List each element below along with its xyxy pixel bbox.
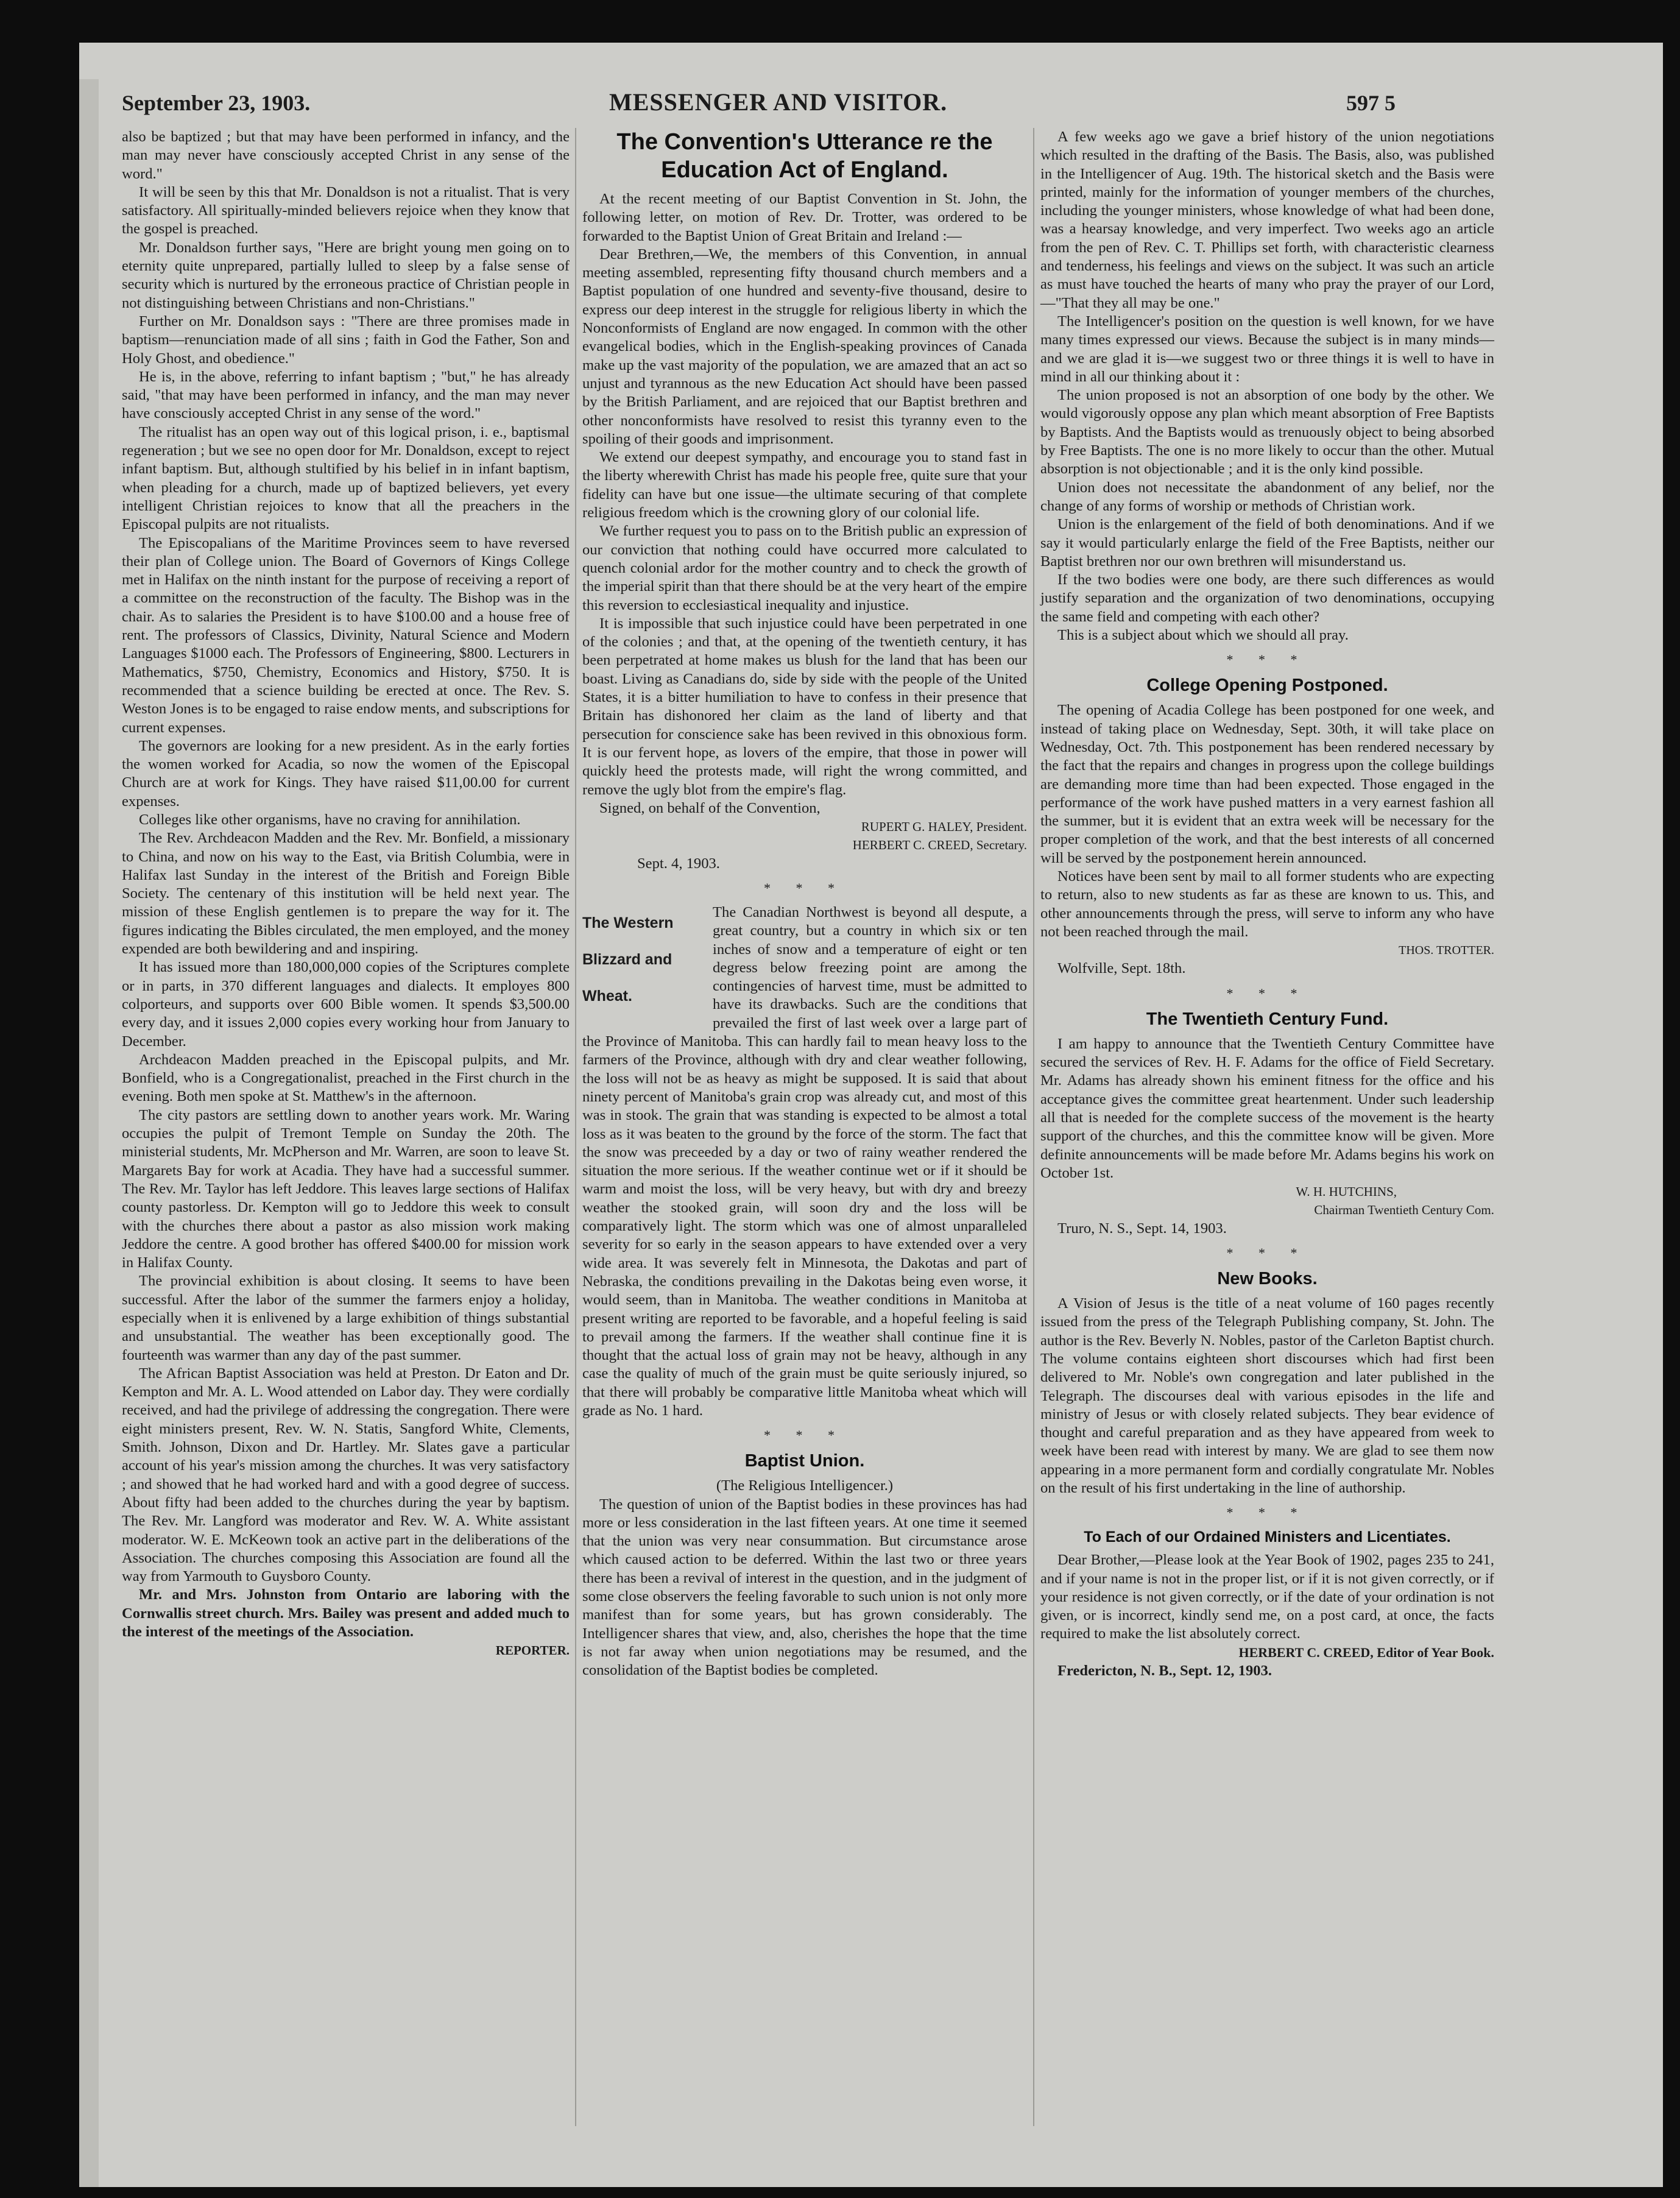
article-paragraph: It has issued more than 180,000,000 copies of the Scriptures complete or in parts, in 370 different languages and dialects. It employes 800 colporteurs, and supports over 600 Bible women. It spends $3,500.00 every day, and it issues 2,000 copies every working hour from January to December. (122, 959, 570, 1050)
section-stars: * * * (764, 880, 845, 896)
article-paragraph: Mr. and Mrs. Johnston from Ontario are laboring with the Cornwallis street church. Mrs. Bailey was present and added much to the interest of the meetings of the Association. (122, 1586, 570, 1641)
issue-date: September 23, 1903. (122, 91, 311, 115)
article-paragraph: Colleges like other organisms, have no craving for annihilation. (139, 811, 521, 828)
books-headline: New Books. (1217, 1269, 1318, 1289)
article-paragraph: It is impossible that such injustice could have been perpetrated in one of the colonies ; and that, at the opening of the twentieth century, it has been perpetrated at home makes us blush for the land that has been our boast. Living as Canadians do, side by side with the people of the United States, it is a bitter humiliation to have to confess in their presence that Britain has dishonored her claim as the land of liberty and that persecution for conscience sake has been revived in this obnoxious form. It is our fervent hope, as lovers of the empire, that those in power will quickly heed the protests made, will right the wrong committed, and remove the ugly blot from the empire's flag. (582, 615, 1027, 798)
article-paragraph: Further on Mr. Donaldson says : "There are three promises made in baptism—renunciation made of all sins ; faith in God the Father, Son and Holy Ghost, and obedience." (122, 313, 570, 367)
article-paragraph: We further request you to pass on to the British public an expression of our conviction that nothing could have occurred more calculated to quench colonial ardor for the mother country and to check the growth of the imperial spirit than that there should be at the very heart of the empire this reversion to ecclesiastical inequality and injustice. (582, 523, 1027, 613)
article-paragraph: At the recent meeting of our Baptist Convention in St. John, the following letter, on motion of Rev. Dr. Trotter, was ordered to be forwarded to the Baptist Union of Great Britain and Ireland :— (582, 191, 1027, 244)
article-paragraph: The Intelligencer's position on the question is well known, for we have many times expressed our views. Because the subject is in many minds—and we are glad it is—we suggest two or three things it is well to have in mind in all our thinking about it : (1040, 313, 1494, 385)
section-stars: * * * (1226, 652, 1308, 668)
article-paragraph: He is, in the above, referring to infant baptism ; "but," he has already said, "that may have been performed in infancy, and the man may never have consciously accepted Christ in any sense of the word." (122, 368, 570, 422)
column-3 (1040, 128, 1494, 1680)
article-paragraph: We extend our deepest sympathy, and encourage you to stand fast in the liberty wherewith Christ has made his people free, quite sure that your fidelity can have but one issue—the ultimate securing of that complete religious freedom which is the crowning glory of our colonial life. (582, 449, 1027, 521)
column-rule-1 (575, 128, 576, 2126)
article-paragraph: Signed, on behalf of the Convention, (599, 799, 821, 816)
college-dateline: Wolfville, Sept. 18th. (1057, 960, 1186, 977)
reporter-signature: REPORTER. (495, 1643, 570, 1658)
article-paragraph: The opening of Acadia College has been postponed for one week, and instead of taking place on Wednesday, Sept. 30th, it will take place on Wednesday, Oct. 7th. This postponement has been rendered necessary by the fact that the repairs and changes in progress upon the college buildings are demanding more time than had been expected. Those engaged in the performance of the work have pushed matters in a very earnest fashion all the summer, but it is evident that an extra week will be necessary for the proper completion of the work, and that the best interests of all concerned will be served by the postponement herein announced. (1040, 702, 1494, 866)
article-paragraph: This is a subject about which we should all pray. (1057, 627, 1349, 644)
article-paragraph: The ritualist has an open way out of this logical prison, i. e., baptismal regeneration ; but we see no open door for Mr. Donaldson, except to reject infant baptism. But, although stultified by his belief in in infant baptism, when pleading for a church, made up of baptized believers, yet every intelligent Christian rejoices to know that all the preachers in the Episcopal pulpits are not ritualists. (122, 423, 570, 533)
fund-dateline: Truro, N. S., Sept. 14, 1903. (1057, 1220, 1227, 1237)
article-paragraph: The governors are looking for a new president. As in the early forties the women worked for Acadia, so now the women of the Episcopal Church are at work for Kings. They have raised $11,00.00 for current expenses. (122, 737, 570, 810)
article-paragraph: Dear Brethren,—We, the members of this Convention, in annual meeting assembled, representing fifty thousand church members and a Baptist population of one hundred and seventy-five thousand, desire to express our deep interest in the struggle for religious liberty in which the Nonconformists of England are now engaged. In common with the other evangelical bodies, which in the English-speaking provinces of Canada make up the vast majority of the population, we are amazed that an act so unjust and tyrannous as the new Education Act should have been passed by the British Parliament, and are rejoiced that our Baptist brethren and other nonconformists have resolved to resist this tyranny even to the spoiling of their goods and imprisonment. (582, 246, 1027, 447)
page-number: 597 5 (1346, 91, 1396, 115)
fund-headline: The Twentieth Century Fund. (1146, 1009, 1389, 1029)
newspaper-page (79, 43, 1663, 2187)
signature-secretary: HERBERT C. CREED, Secretary. (852, 838, 1027, 853)
fund-signature-name: W. H. HUTCHINS, (1296, 1184, 1397, 1200)
baptist-union-headline: Baptist Union. (744, 1451, 865, 1471)
article-paragraph: The Episcopalians of the Maritime Provinces seem to have reversed their plan of College union. The Board of Governors of Kings College met in Halifax on the ninth instant for the purpose of receiving a report of a committee on the reconstruction of the faculty. The Bishop was in the chair. As to salaries the President is to have $100.00 and a house free of rent. The professors of Classics, Divinity, Natural Science and Modern Languages $1000 each. The Professors of Engineering, $800. Lecturers in Mathematics, $750, Chemistry, Economics and History, $750. It is recommended that a science building be erected at once. The Rev. S. Weston Jones is to be engaged to raise endow ments, and subscriptions for current expenses. (122, 534, 570, 736)
section-stars: * * * (764, 1427, 845, 1443)
section-stars: * * * (1226, 1505, 1308, 1521)
article-paragraph: also be baptized ; but that may have been performed in infancy, and the man may never have consciously accepted Christ in any sense of the word." (122, 129, 570, 182)
convention-headline: The Convention's Utterance re the Education Act of England. (616, 129, 993, 183)
fund-signature-title: Chairman Twentieth Century Com. (1314, 1203, 1494, 1218)
article-paragraph: The Rev. Archdeacon Madden and the Rev. Mr. Bonfield, a missionary to China, and now on his way to the East, via British Columbia, were in Halifax last Sunday in the interest of the British and Foreign Bible Society. The centenary of this institution will be held next year. The mission of these English gentlemen is to prepare the way for it. The figures indicating the Bibles circulated, the men employed, and the money expended are both bewildering and and inspiring. (122, 830, 570, 958)
masthead: MESSENGER AND VISITOR. (609, 88, 948, 116)
article-paragraph: Union is the enlargement of the field of both denominations. And if we say it would particularly enlarge the field of the Free Baptists, neither our Baptist brethren nor our own brethren will misunderstand us. (1040, 516, 1494, 570)
article-paragraph: It will be seen by this that Mr. Donaldson is not a ritualist. That is very satisfactory. All spiritually-minded believers rejoice when they know that the gospel is preached. (122, 183, 570, 238)
column-rule-2 (1033, 128, 1034, 2126)
section-stars: * * * (1226, 985, 1308, 1001)
article-paragraph: Dear Brother,—Please look at the Year Book of 1902, pages 235 to 241, and if your name is not in the proper list, or if it is not given correctly, or if your residence is not given correctly, or if the date of your ordination is not given, or is incorrect, kindly send me, on a post card, at once, the facts required to make the list absolutely correct. (1040, 1552, 1494, 1642)
section-stars: * * * (1226, 1245, 1308, 1261)
article-paragraph: Union does not necessitate the abandonment of any belief, nor the change of any forms of worship or methods of Christian work. (1040, 479, 1494, 514)
column-1 (122, 128, 570, 1660)
previous-page-edge (79, 79, 99, 2187)
article-paragraph: Mr. Donaldson further says, "Here are bright young men going on to eternity quite unprepared, partially lulled to sleep by a false sense of security which is nurtured by the erroneous practice of Christian people in not distinguishing between Christians and non-Christians." (122, 239, 570, 311)
blizzard-headline: The Western Blizzard and Wheat. (582, 914, 674, 1005)
article-paragraph: The question of union of the Baptist bodies in these provinces has had more or less consideration in the last fifteen years. At one time it seemed that the union was very near consummation. But circumstance arose which caused action to be deferred. Within the last two or three years there has been a revival of interest in the question, and in the judgment of some close observers the feeling favorable to such union is not only more manifest than for some years, but has grown considerably. The Intelligencer shares that view, and, also, cherishes the hope that the time is not far away when union negotiations may be resumed, and the consolidation of the Baptist bodies be completed. (582, 1496, 1027, 1679)
article-paragraph: The union proposed is not an absorption of one body by the other. We would vigorously oppose any plan which meant absorption of Free Baptists by Baptists. And the Baptists would as trenuously object to being absorbed by Free Baptists. The one is no more likely to occur than the other. Mutual absorption is not objectionable ; and it is the only kind possible. (1040, 387, 1494, 478)
signature-date: Sept. 4, 1903. (637, 855, 720, 872)
ordained-dateline: Fredericton, N. B., Sept. 12, 1903. (1057, 1663, 1272, 1680)
college-signature: THOS. TROTTER. (1399, 944, 1494, 958)
article-paragraph: Archdeacon Madden preached in the Episcopal pulpits, and Mr. Bonfield, who is a Congregationalist, preached in the First church in the evening. Both men spoke at St. Matthew's in the afternoon. (122, 1051, 570, 1105)
signature-president: RUPERT G. HALEY, President. (861, 819, 1027, 835)
college-headline: College Opening Postponed. (1146, 676, 1388, 696)
article-paragraph: If the two bodies were one body, are there such differences as would justify separation and the organization of two denominations, occupying the same field and competing with each other? (1040, 571, 1494, 625)
source-credit: (The Religious Intelligencer.) (716, 1477, 894, 1494)
article-paragraph: The Canadian Northwest is beyond all despute, a great country, but a country in which six or ten inches of snow and a temperature of eight or ten degress below freezing point are among the contingencies of harvest time, must be admitted to have its drawbacks. Such are the conditions that prevailed the first of last week over a large part of the Province of Manitoba. This can hardly fail to mean heavy loss to the farmers of the Province, although with dry and clear weather following, the loss will not be as heavy as might be supposed. It is said that about ninety percent of Manitoba's grain crop was already cut, and most of this was in stook. The grain that was standing is expected to be almost a total loss as it was beaten to the ground by the force of the storm. The fact that the snow was preceeded by a day or two of rainy weather rendered the situation the more serious. If the weather continue wet or if it should be warm and moist the loss, will be very heavy, but with dry and breezy weather the stooked grain, will soon dry and the loss will be comparatively light. The storm which was one of almost unparalleled severity for so early in the season appears to have extended over a very wide area. It was severely felt in Minnesota, the Dakotas and part of Nebraska, the conditions prevailing in the Dakotas being even worse, it would seem, than in Manitoba. The weather conditions in Manitoba at present writing are reported to be favorable, and a hopeful feeling is said to prevail among the farmers. If the weather shall continue fine it is thought that the actual loss of grain may not be heavy, although in any case the quality of much of the grain must be quite seriously injured, so that there will probably be comparative little Manitoba wheat which will grade as No. 1 hard. (582, 903, 1027, 1419)
ordained-signature: HERBERT C. CREED, Editor of Year Book. (1238, 1644, 1494, 1660)
article-paragraph: I am happy to announce that the Twentieth Century Committee have secured the services of Rev. H. F. Adams for the office of Field Secretary. Mr. Adams has already shown his eminent fitness for the office and his acceptance gives the committee great heartenment. Under such leadership all that is needed for the complete success of the movement is the hearty support of the churches, and this the committee know will be given. More definite announcements will be made before Mr. Adams begins his work on October 1st. (1040, 1035, 1494, 1181)
article-paragraph: The city pastors are settling down to another years work. Mr. Waring occupies the pulpit of Tremont Temple on Sunday the 20th. The ministerial students, Mr. McPherson and Mr. Warren, are soon to leave St. Margarets Bay for work at Acadia. They have had a successful summer. The Rev. Mr. Taylor has left Jeddore. This leaves large sections of Halifax county pastorless. Dr. Kempton will go to Jeddore this week to consult with the churches there about a pastor as also mission work making Jeddore the centre. A good brother has offered $400.00 for mission work in Halifax County. (122, 1106, 570, 1271)
article-paragraph: A Vision of Jesus is the title of a neat volume of 160 pages recently issued from the press of the Telegraph Publishing company, St. John. The author is the Rev. Beverly N. Nobles, pastor of the Carleton Baptist church. The volume contains eighteen short discourses which had first been delivered to Mr. Noble's own congregation and later published in the Telegraph. The discourses deal with various episodes in the life and ministry of Jesus or with closely related subjects. They bear evidence of thought and careful preparation and as they have appeared from week to week have been read with interest by many. We are glad to see them now appearing in a more permanent form and cordially congratulate Mr. Nobles on the result of his first undertaking in the line of authorship. (1040, 1295, 1494, 1496)
article-paragraph: Notices have been sent by mail to all former students who are expecting to return, also to new students as far as these are known to us. This, and other announcements through the press, will serve to inform any who have not been reached through the mail. (1040, 868, 1494, 940)
column-2 (582, 128, 1027, 1680)
ordained-headline: To Each of our Ordained Ministers and Licentiates. (1084, 1528, 1451, 1546)
article-paragraph: The African Baptist Association was held at Preston. Dr Eaton and Dr. Kempton and Mr. A. L. Wood attended on Labor day. They were cordially received, and had the privilege of addressing the congregation. There were eight ministers present, Rev. W. N. Statis, Sangford White, Clements, Smith. Johnson, Dixon and Dr. Hartley. Mr. Slates gave a particular account of his year's mission among the churches. It was very satisfactory ; and showed that he had worked hard and with a good degree of success. About fifty had been added to the churches during the year by baptism. The Rev. Mr. Langford was moderator and Rev. W. A. White assistant moderator. W. E. McKeown took an active part in the deliberations of the Association. The churches composing this Association are found all the way from Yarmouth to Guysboro County. (122, 1365, 570, 1585)
article-paragraph: A few weeks ago we gave a brief history of the union negotiations which resulted in the drafting of the Basis. The Basis, also, was published in the Intelligencer of Aug. 19th. The historical sketch and the Basis were printed, mainly for the information of younger members of the churches, including the younger ministers, whose knowledge of what had been done, was a hearsay knowledge, and very imperfect. Two weeks ago an article from the pen of Rev. C. T. Phillips set forth, with characteristic clearness and tenderness, his feelings and views on the subject. It was such an article as must have touched the hearts of many who pray the prayer of our Lord,—"That they all may be one." (1040, 129, 1494, 311)
article-paragraph: The provincial exhibition is about closing. It seems to have been successful. After the labor of the summer the farmers enjoy a holiday, especially when it is enlivened by a large exhibition of things substantial and unsubstantial. The weather has been exceptionally good. The fourteenth was warmer than any day of the past summer. (122, 1273, 570, 1363)
